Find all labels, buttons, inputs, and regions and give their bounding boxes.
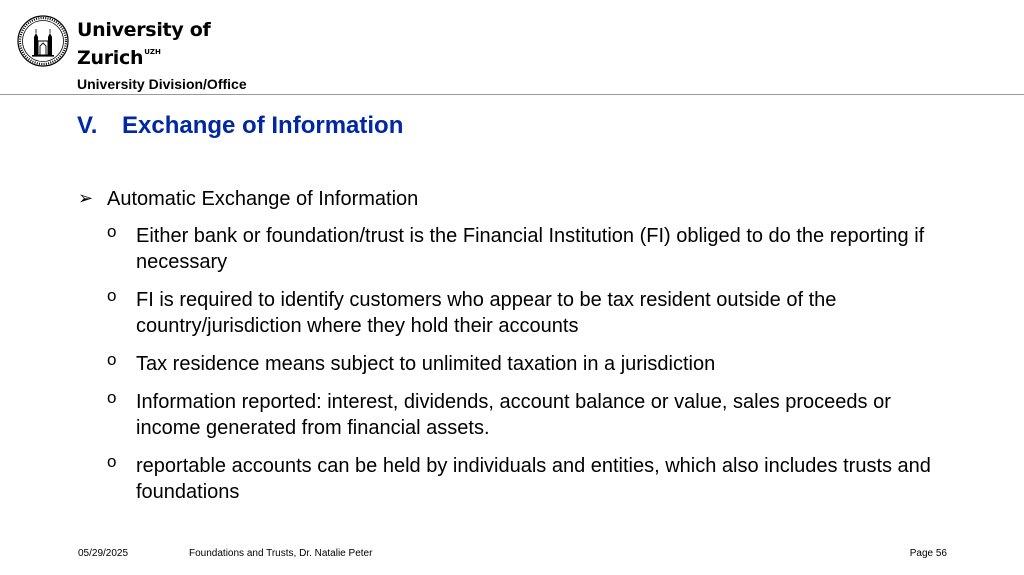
sub-bullet-item xyxy=(78,453,958,505)
sub-bullet-item xyxy=(78,223,958,275)
sub-bullet-item xyxy=(78,287,958,339)
logo-line-2: Zurich$^{UZH}$ xyxy=(77,47,161,69)
sub-bullet-text: Either bank or foundation/trust is the Financial Institution (FI) obliged to do the reporting if necessary xyxy=(136,225,925,273)
sub-bullet-item xyxy=(78,351,958,377)
footer-page-number: Page 56 xyxy=(909,548,947,559)
slide-title-text: Exchange of Information xyxy=(122,112,404,139)
logo-superscript: UZH xyxy=(144,48,161,56)
bullet-item xyxy=(78,186,958,212)
footer-date: 05/29/2025 xyxy=(78,548,129,559)
bullet-text: Automatic Exchange of Information xyxy=(107,188,419,210)
circle-bullet-icon: o xyxy=(107,388,117,407)
sub-bullet-text: reportable accounts can be held by individuals and entities, which also includes trusts and foundations xyxy=(136,455,931,503)
slide-title-number: V. xyxy=(77,112,98,139)
university-logo-wordmark xyxy=(77,19,210,69)
circle-bullet-icon: o xyxy=(107,350,117,369)
circle-bullet-icon: o xyxy=(107,222,117,241)
sub-bullet-text: Tax residence means subject to unlimited taxation in a jurisdiction xyxy=(136,353,716,375)
header-divider xyxy=(0,94,1024,95)
sub-bullet-item xyxy=(78,389,958,441)
university-seal-icon xyxy=(17,15,69,67)
footer-course: Foundations and Trusts, Dr. Natalie Peter xyxy=(189,548,373,559)
slide-title xyxy=(77,112,403,140)
circle-bullet-icon: o xyxy=(107,452,117,471)
slide-content xyxy=(78,186,958,517)
sub-bullet-text: Information reported: interest, dividends, account balance or value, sales proceeds or income generated from financial assets. xyxy=(136,391,891,439)
logo-line-1: University of xyxy=(77,19,211,41)
sub-bullet-text: FI is required to identify customers who appear to be tax resident outside of the country/jurisdiction where they hold their accounts xyxy=(136,289,837,337)
circle-bullet-icon: o xyxy=(107,286,117,305)
division-label: University Division/Office xyxy=(77,76,247,92)
arrow-bullet-icon: ➢ xyxy=(78,188,94,208)
